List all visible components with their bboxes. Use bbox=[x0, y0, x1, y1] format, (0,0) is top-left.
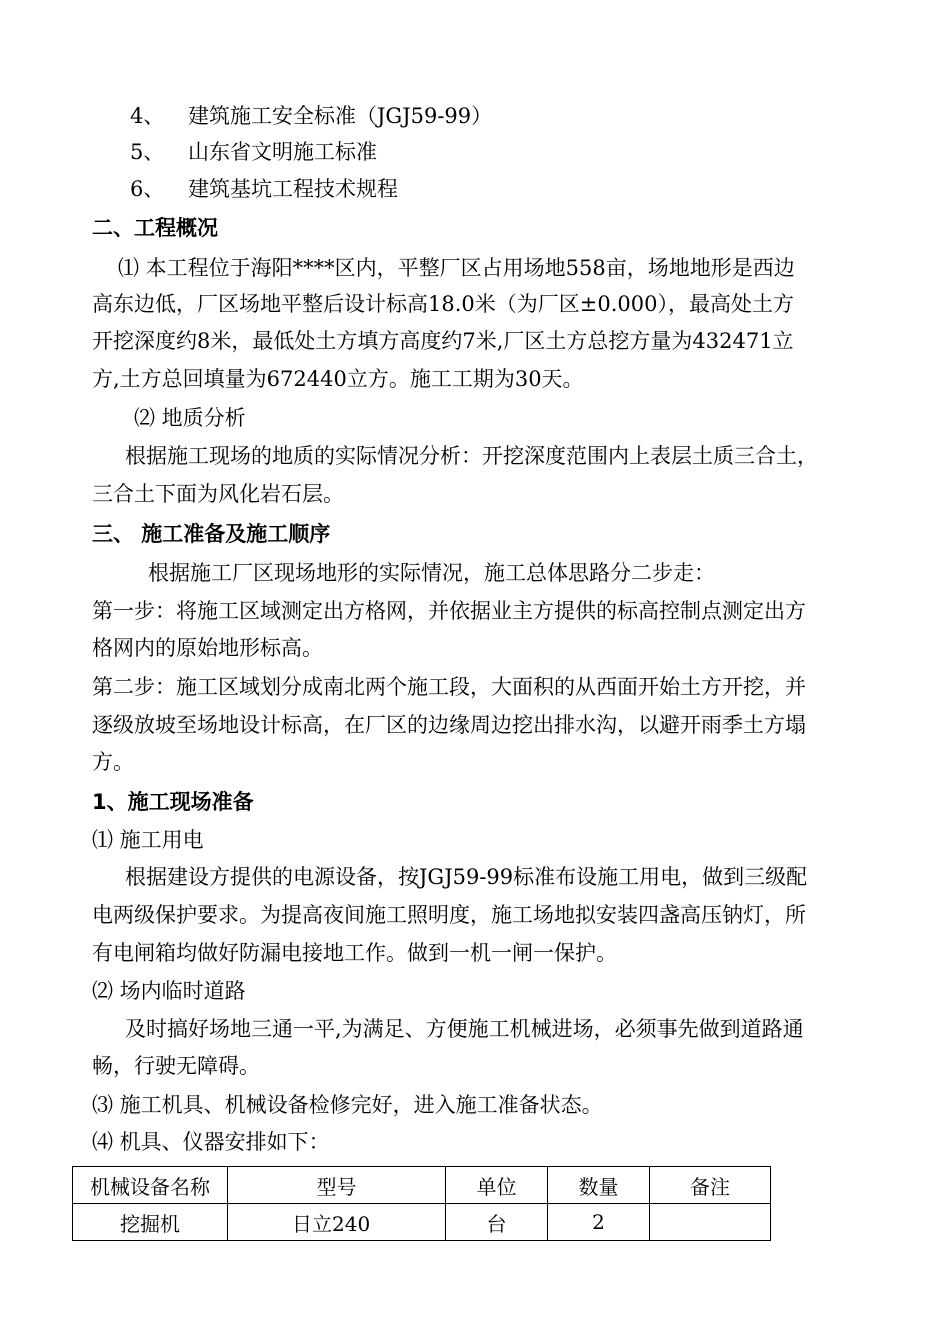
table-cell: 2 bbox=[548, 1204, 650, 1241]
table-header-cell: 型号 bbox=[228, 1167, 446, 1204]
subheading: ⑵ 场内临时道路 bbox=[92, 979, 246, 1003]
list-item: 5、 山东省文明施工标准 bbox=[130, 140, 377, 164]
paragraph-line: 高东边低，厂区场地平整后设计标高18.0米（为厂区±0.000），最高处土方 bbox=[92, 292, 794, 316]
paragraph-line: 第一步：将施工区域测定出方格网，并依据业主方提供的标高控制点测定出方 bbox=[92, 599, 806, 623]
paragraph-line: 方,土方总回填量为672440立方。施工工期为30天。 bbox=[92, 367, 584, 391]
list-item: 6、 建筑基坑工程技术规程 bbox=[130, 177, 398, 201]
paragraph-line: 三合土下面为风化岩石层。 bbox=[92, 482, 344, 506]
table-cell: 日立240 bbox=[228, 1204, 446, 1241]
paragraph-line: 有电闸箱均做好防漏电接地工作。做到一机一闸一保护。 bbox=[92, 941, 617, 965]
subheading: ⑵ 地质分析 bbox=[134, 406, 246, 430]
paragraph-line: 方。 bbox=[92, 750, 134, 774]
paragraph-line: ⑶ 施工机具、机械设备检修完好，进入施工准备状态。 bbox=[92, 1093, 603, 1117]
table-header-cell: 机械设备名称 bbox=[73, 1167, 228, 1204]
table-header-cell: 单位 bbox=[446, 1167, 548, 1204]
table-header-cell: 备注 bbox=[650, 1167, 771, 1204]
paragraph-line: 第二步：施工区域划分成南北两个施工段，大面积的从西面开始土方开挖，并 bbox=[92, 675, 806, 699]
paragraph-line: 根据施工厂区现场地形的实际情况，施工总体思路分二步走： bbox=[148, 561, 715, 585]
paragraph-line: 格网内的原始地形标高。 bbox=[92, 636, 323, 660]
subheading: ⑴ 施工用电 bbox=[92, 828, 204, 852]
paragraph-line: 根据建设方提供的电源设备，按JGJ59-99标准布设施工用电，做到三级配 bbox=[125, 865, 808, 889]
table-header-row bbox=[73, 1167, 771, 1204]
list-item: 4、 建筑施工安全标准（JGJ59-99） bbox=[130, 104, 493, 128]
paragraph-line: 畅，行驶无障碍。 bbox=[92, 1054, 260, 1078]
paragraph-line: 电两级保护要求。为提高夜间施工照明度，施工场地拟安装四盏高压钠灯，所 bbox=[92, 903, 806, 927]
paragraph-line: ⑴ 本工程位于海阳****区内，平整厂区占用场地558亩，场地地形是西边 bbox=[118, 256, 795, 280]
table-cell bbox=[650, 1204, 771, 1241]
paragraph-line: ⑷ 机具、仪器安排如下： bbox=[92, 1130, 330, 1154]
table-cell: 台 bbox=[446, 1204, 548, 1241]
section-heading: 三、 施工准备及施工顺序 bbox=[92, 522, 331, 546]
table-cell: 挖掘机 bbox=[73, 1204, 228, 1241]
paragraph-line: 逐级放坡至场地设计标高，在厂区的边缘周边挖出排水沟，以避开雨季土方塌 bbox=[92, 713, 806, 737]
paragraph-line: 根据施工现场的地质的实际情况分析：开挖深度范围内上表层土质三合土， bbox=[125, 444, 818, 468]
subsection-heading: 1、施工现场准备 bbox=[92, 790, 254, 814]
paragraph-line: 开挖深度约8米，最低处土方填方高度约7米,厂区土方总挖方量为432471立 bbox=[92, 329, 794, 353]
table-row bbox=[73, 1204, 771, 1241]
table-header-cell: 数量 bbox=[548, 1167, 650, 1204]
paragraph-line: 及时搞好场地三通一平,为满足、方便施工机械进场，必须事先做到道路通 bbox=[125, 1017, 804, 1041]
equipment-table bbox=[72, 1166, 771, 1241]
section-heading: 二、工程概况 bbox=[92, 216, 218, 240]
